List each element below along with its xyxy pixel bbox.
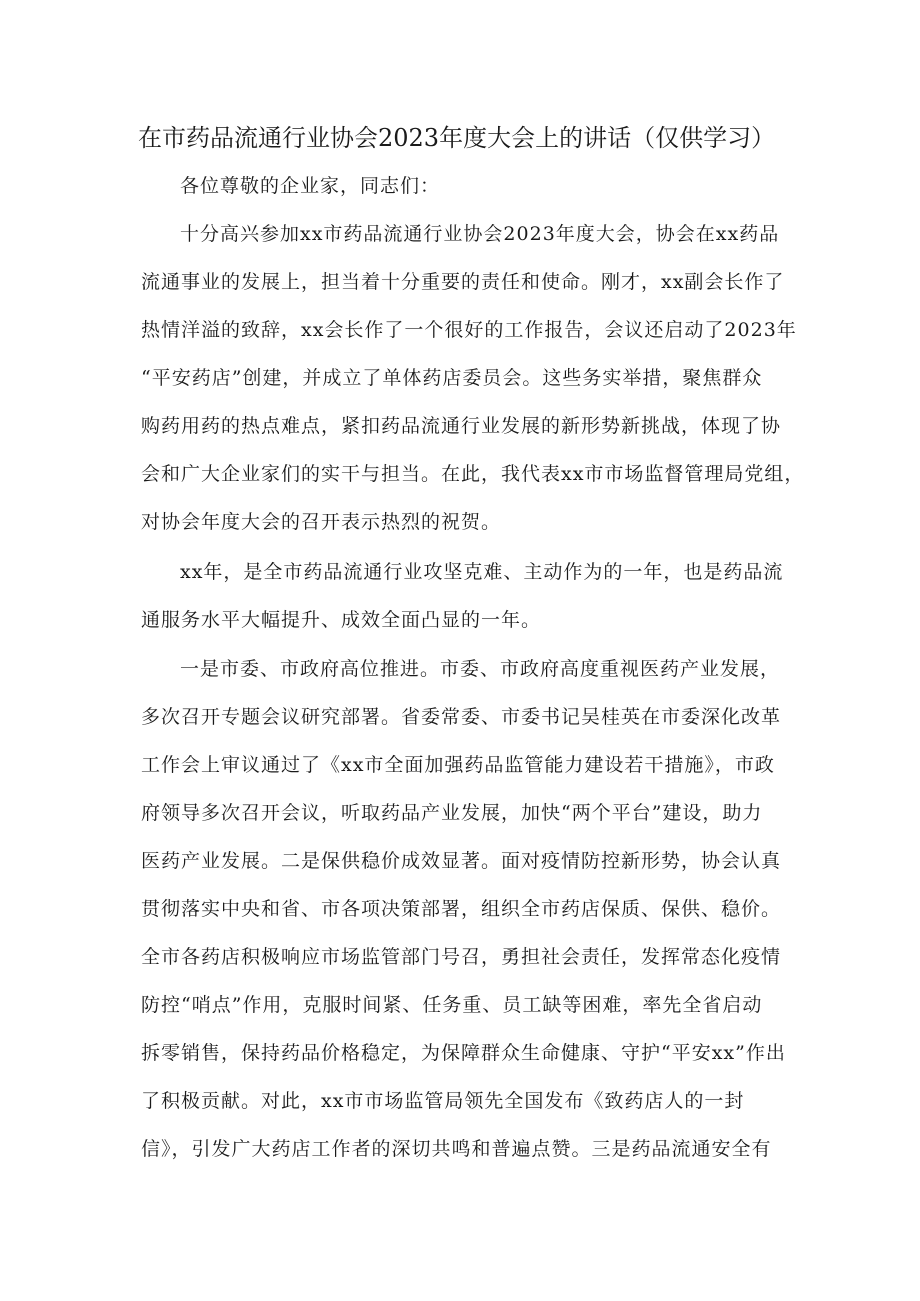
- body-line: 流通事业的发展上，担当着十分重要的责任和使命。刚才，xx副会长作了: [141, 271, 785, 293]
- body-line: 多次召开专题会议研究部署。省委常委、市委书记吴桂英在市委深化改革: [141, 706, 782, 728]
- document-title: 在市药品流通行业协会2023年度大会上的讲话（仅供学习）: [138, 124, 776, 152]
- body-line: 信》，引发广大药店工作者的深切共鸣和普遍点赞。三是药品流通安全有: [141, 1138, 772, 1160]
- body-line: 会和广大企业家们的实干与担当。在此，我代表xx市市场监督管理局党组，: [141, 463, 805, 485]
- body-line: 贯彻落实中央和省、市各项决策部署，组织全市药店保质、保供、稳价。: [141, 898, 782, 920]
- body-line: 十分高兴参加xx市药品流通行业协会2023年度大会，协会在xx药品: [180, 223, 780, 245]
- body-line: 通服务水平大幅提升、成效全面凸显的一年。: [141, 609, 542, 631]
- body-line: 拆零销售，保持药品价格稳定，为保障群众生命健康、守护“平安xx”作出: [141, 1042, 786, 1064]
- body-line: 防控“哨点”作用，克服时间紧、任务重、员工缺等困难，率先全省启动: [141, 994, 763, 1016]
- body-line: 全市各药店积极响应市场监管部门号召，勇担社会责任，发挥常态化疫情: [141, 946, 782, 968]
- body-line: xx年，是全市药品流通行业攻坚克难、主动作为的一年，也是药品流: [180, 561, 784, 583]
- salutation-line: 各位尊敬的企业家，同志们：: [180, 175, 441, 197]
- body-line: 对协会年度大会的召开表示热烈的祝贺。: [141, 511, 502, 533]
- body-line: 购药用药的热点难点，紧扣药品流通行业发展的新形势新挑战，体现了协: [141, 415, 782, 437]
- body-line: “平安药店”创建，并成立了单体药店委员会。这些务实举措，聚焦群众: [141, 367, 763, 389]
- body-line: 一是市委、市政府高位推进。市委、市政府高度重视医药产业发展，: [180, 658, 781, 680]
- body-line: 工作会上审议通过了《xx市全面加强药品监管能力建设若干措施》，市政: [141, 754, 775, 776]
- body-line: 热情洋溢的致辞，xx会长作了一个很好的工作报告，会议还启动了2023年: [141, 319, 797, 341]
- body-line: 医药产业发展。二是保供稳价成效显著。面对疫情防控新形势，协会认真: [141, 850, 782, 872]
- body-line: 了积极贡献。对此，xx市市场监管局领先全国发布《致药店人的一封: [141, 1090, 745, 1112]
- body-line: 府领导多次召开会议，听取药品产业发展，加快“两个平台”建设，助力: [141, 802, 763, 824]
